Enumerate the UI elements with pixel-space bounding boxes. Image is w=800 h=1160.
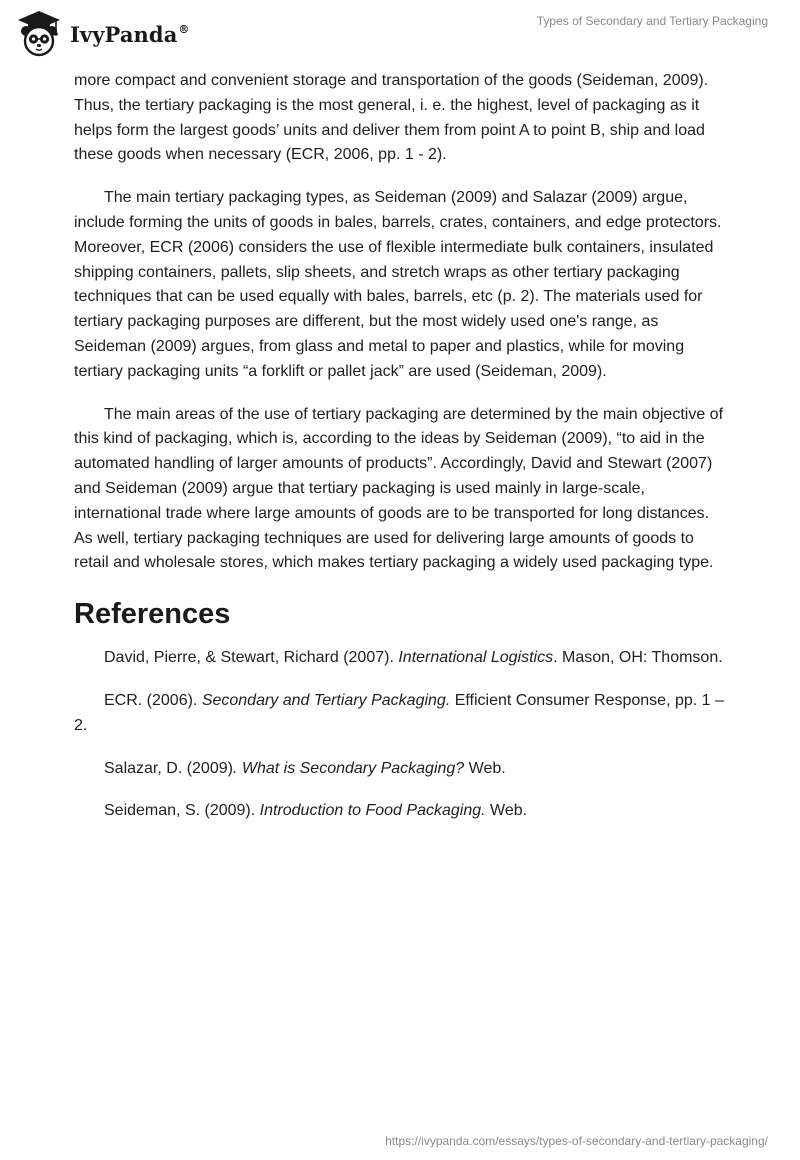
page-header bbox=[0, 0, 800, 64]
panda-graduate-icon bbox=[14, 9, 64, 59]
body-paragraph: The main areas of the use of tertiary packaging are determined by the main objective of this kind of packaging, which is, according to the ideas by Seideman (2009), “to aid in the automated handling of larger amounts of products”. Accordingly, David and Stewart (2007) and Seideman (2009) argue that tertiary packaging is used mainly in large-scale, international trade where large amounts of goods are to be transported for long distances. As well, tertiary packaging techniques are used for delivering large amounts of goods to retail and wholesale stores, which makes tertiary packaging a widely used packaging type. bbox=[74, 405, 724, 572]
essay-content bbox=[74, 69, 724, 842]
brand-logo[interactable] bbox=[14, 9, 190, 59]
reference-entry: David, Pierre, & Stewart, Richard (2007). International Logistics. Mason, OH: Thomson. bbox=[104, 649, 723, 667]
reference-entry: Seideman, S. (2009). Introduction to Food Packaging. Web. bbox=[104, 802, 528, 820]
body-paragraph: more compact and convenient storage and transportation of the goods (Seideman, 2009). Thus, the tertiary packaging is the most general, i. e. the highest, level of packaging as it helps form the largest goods’ units and deliver them from point A to point B, ship and load these goods when necessary (ECR, 2006, pp. 1 - 2). bbox=[74, 72, 709, 164]
body-paragraph: The main tertiary packaging types, as Seideman (2009) and Salazar (2009) argue, include forming the units of goods in bales, barrels, crates, containers, and edge protectors. Moreover, ECR (2006) considers the use of flexible intermediate bulk containers, insulated shipping containers, pallets, slip sheets, and stretch wraps as other tertiary packaging techniques that can be used equally with bales, barrels, etc (p. 2). The materials used for tertiary packaging purposes are different, but the most widely used one's range, as Seideman (2009) argues, from glass and metal to paper and plastics, while for moving tertiary packaging units “a forklift or pallet jack” are used (Seideman, 2009). bbox=[74, 189, 722, 380]
running-title: Types of Secondary and Tertiary Packaging bbox=[536, 14, 768, 28]
source-url[interactable]: https://ivypanda.com/essays/types-of-secondary-and-tertiary-packaging/ bbox=[385, 1134, 768, 1148]
references-heading: References bbox=[74, 598, 231, 631]
reference-entry: Salazar, D. (2009). What is Secondary Packaging? Web. bbox=[104, 759, 506, 777]
brand-name: IvyPanda® bbox=[70, 21, 190, 47]
reference-entry: ECR. (2006). Secondary and Tertiary Packaging. Efficient Consumer Response, pp. 1 – 2. bbox=[74, 691, 724, 734]
